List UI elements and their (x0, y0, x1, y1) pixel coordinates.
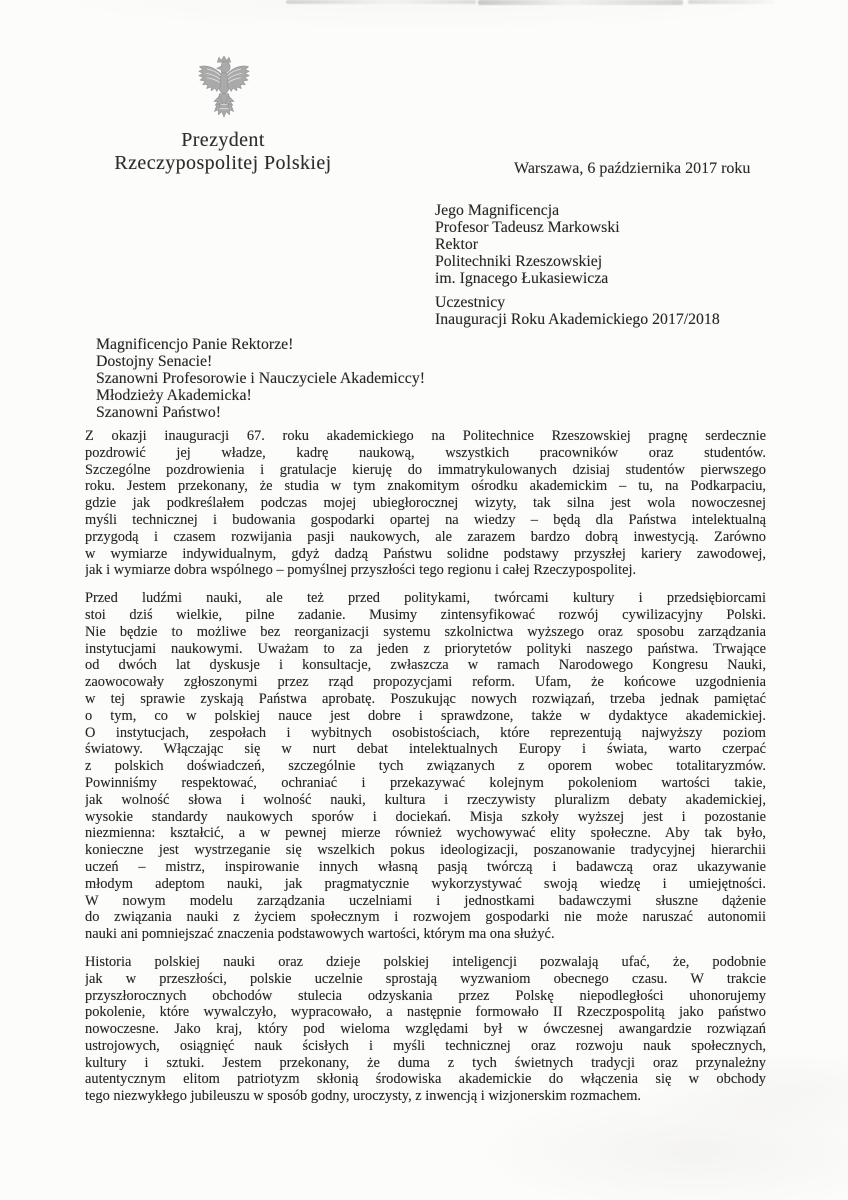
text-line: Rektor (435, 236, 478, 253)
text-line: Jego Magnificencja (435, 202, 560, 219)
text-line: Profesor Tadeusz Markowski (435, 219, 620, 236)
text-line: konieczne jest wystrzeganie się wszelkich pokus ideologizacji, poszanowanie tradycyjnej hierarchii (85, 842, 766, 859)
body-paragraph-1 (85, 428, 766, 579)
text-line: przyszłorocznych obchodów stulecia odzyskania przez Polskę niepodległości uhonorujemy (85, 987, 766, 1004)
scan-artifact (478, 0, 683, 5)
sender-title-line1: Prezydent (181, 129, 265, 151)
text-line: W nowym modelu zarządzania uczelniami i jednostkami badawczymi słuszne dążenie (85, 892, 766, 909)
scan-artifact (688, 0, 774, 4)
text-line: pokolenie, które wywalczyło, wypracowało, a następnie formowało II Rzeczpospolitą jako państwo (85, 1004, 766, 1021)
text-line: Szanowni Państwo! (96, 404, 222, 422)
addressee-block (435, 202, 720, 328)
text-line: nowoczesne. Jako kraj, który pod wieloma względami był w ówczesnej awangardzie rozwiązań (85, 1021, 766, 1038)
text-line: do związania nauki z życiem społecznym i rozwojem gospodarki nie może naruszać autonomii (85, 909, 766, 926)
text-line: roku. Jestem przekonany, że studia w tym znakomitym ośrodku akademickim – tu, na Podkarpaciu, (85, 478, 766, 495)
text-line: z polskich doświadczeń, szczególnie tych związanych z oporem wobec totalitaryzmów. (85, 758, 766, 775)
text-line: od dwóch lat dyskusje i konsultacje, zwłaszcza w ramach Narodowego Kongresu Nauki, (85, 657, 766, 674)
text-line: Uczestnicy (435, 294, 506, 311)
text-line: Z okazji inauguracji 67. roku akademickiego na Politechnice Rzeszowskiej pragnę serdecznie (85, 428, 766, 444)
text-line: jak w przeszłości, polskie uczelnie sprostają wyzwaniom obecnego czasu. W trakcie (85, 970, 766, 987)
text-line: uczeń – mistrz, inspirowanie innych własną pasją twórczą i badawczą oraz ukazywanie (85, 858, 766, 875)
recipient-lines (435, 202, 720, 287)
text-line: przygodą i czasem rozwijania pasji naukowych, ale zarazem bardzo dobrą inwestycją. Zarówno (85, 528, 766, 545)
text-line: młodym adeptom nauki, jak pragmatycznie wykorzystywać swoją wiedzę i umiejętności. (85, 875, 766, 892)
letter-body (85, 428, 766, 1116)
scan-artifact (286, 0, 476, 4)
text-line: Dostojny Senacie! (96, 353, 213, 371)
text-line: Szanowni Profesorowie i Nauczyciele Akademiccy! (96, 370, 425, 388)
text-line: myśli technicznej i budowania gospodarki opartej na wiedzy – będą dla Państwa intelektualną (85, 511, 766, 528)
text-line: O instytucjach, zespołach i wybitnych osobistościach, które reprezentują najwyższy poziom (85, 724, 766, 741)
text-line: gdzie jak podkreślałem podczas mojej ubiegłorocznej wizyty, tak silna jest wola nowoczesnej (85, 495, 766, 512)
sender-title-line2: Rzeczypospolitej Polskiej (114, 152, 332, 174)
text-line: Szczególne pozdrowienia i gratulacje kieruję do immatrykulowanych dzisiaj studentów pierwszego (85, 461, 766, 478)
body-paragraph-2 (85, 590, 766, 943)
text-line: ustrojowych, osiągnięć nauk ścisłych i myśli technicznej oraz rozwoju nauk społecznych, (85, 1037, 766, 1054)
text-line: Historia polskiej nauki oraz dzieje polskiej inteligencji pozwalają ufać, że, podobnie (85, 953, 766, 970)
text-line: stoi dziś wielkie, pilne zadanie. Musimy zintensyfikować rozwój cywilizacyjny Polski. (85, 606, 766, 623)
text-line: nauki ani pomniejszać znaczenia podstawowych wartości, którym ma ona służyć. (85, 926, 555, 943)
text-line: Powinniśmy respektować, ochraniać i przekazywać kolejnym pokoleniom wartości takie, (85, 774, 766, 791)
body-paragraph-3 (85, 954, 766, 1105)
text-line: Inauguracji Roku Akademickiego 2017/2018 (435, 311, 720, 328)
text-line: niezmienna: kształcić, a w pewnej mierze również wychowywać elity społeczne. Aby tak było, (85, 825, 766, 842)
text-line: w wymiarze indywidualnym, gdyż dadzą Państwu solidne podstawy przyszłej kariery zawodowej, (85, 545, 766, 562)
salutation-block (96, 336, 425, 421)
text-line: zaowocowały zgłoszonymi przez rząd propozycjami reform. Ufam, że końcowe uzgodnienia (85, 674, 766, 691)
text-line: instytucjami naukowymi. Uważam to za jeden z priorytetów polityki naszego państwa. Trwające (85, 640, 766, 657)
text-line: tego niezwykłego jubileuszu w sposób godny, uroczysty, z inwencją i wizjonerskim rozmachem. (85, 1088, 642, 1105)
text-line: wysokie standardy naukowych sporów i dociekań. Misja szkoły wyższej jest i pozostanie (85, 808, 766, 825)
text-line: Magnificencjo Panie Rektorze! (96, 336, 294, 353)
text-line: autentycznym elitom patriotyzm skłonią środowiska akademickie do włączenia się w obchody (85, 1071, 766, 1088)
text-line: jak i wymiarze dobra wspólnego – pomyślnej przyszłości tego regionu i całej Rzeczypospolitej. (85, 562, 637, 579)
letterhead-sender (90, 129, 356, 175)
text-line: w tej sprawie zyskają Państwa aprobatę. Poszukując nowych rozwiązań, trzeba jednak pamiętać (85, 690, 766, 707)
text-line: Politechniki Rzeszowskiej (435, 253, 603, 270)
text-line: Przed ludźmi nauki, ale też przed politykami, twórcami kultury i przedsiębiorcami (85, 590, 766, 607)
text-line: Nie będzie to możliwe bez reorganizacji systemu szkolnictwa wyższego oraz sposobu zarządzania (85, 623, 766, 640)
participants-lines (435, 294, 720, 328)
text-line: pozdrowić jej władze, kadrę naukową, wszystkich pracowników oraz studentów. (85, 444, 766, 461)
text-line: im. Ignacego Łukasiewicza (435, 270, 609, 287)
date-line: Warszawa, 6 października 2017 roku (514, 160, 751, 177)
polish-eagle-icon (196, 54, 252, 122)
text-line: Młodzieży Akademicka! (96, 387, 252, 405)
text-line: o tym, co w polskiej nauce jest dobre i sprawdzone, także w dydaktyce akademickiej. (85, 707, 766, 724)
text-line: kultury i sztuki. Jestem przekonany, że duma z tych świetnych tradycji oraz przynależny (85, 1054, 766, 1071)
text-line: światowy. Włączając się w nurt debat intelektualnych Europy i świata, warto czerpać (85, 741, 766, 758)
text-line: jak wolność słowa i wolność nauki, kultura i rzeczywisty pluralizm debaty akademickiej, (85, 791, 766, 808)
